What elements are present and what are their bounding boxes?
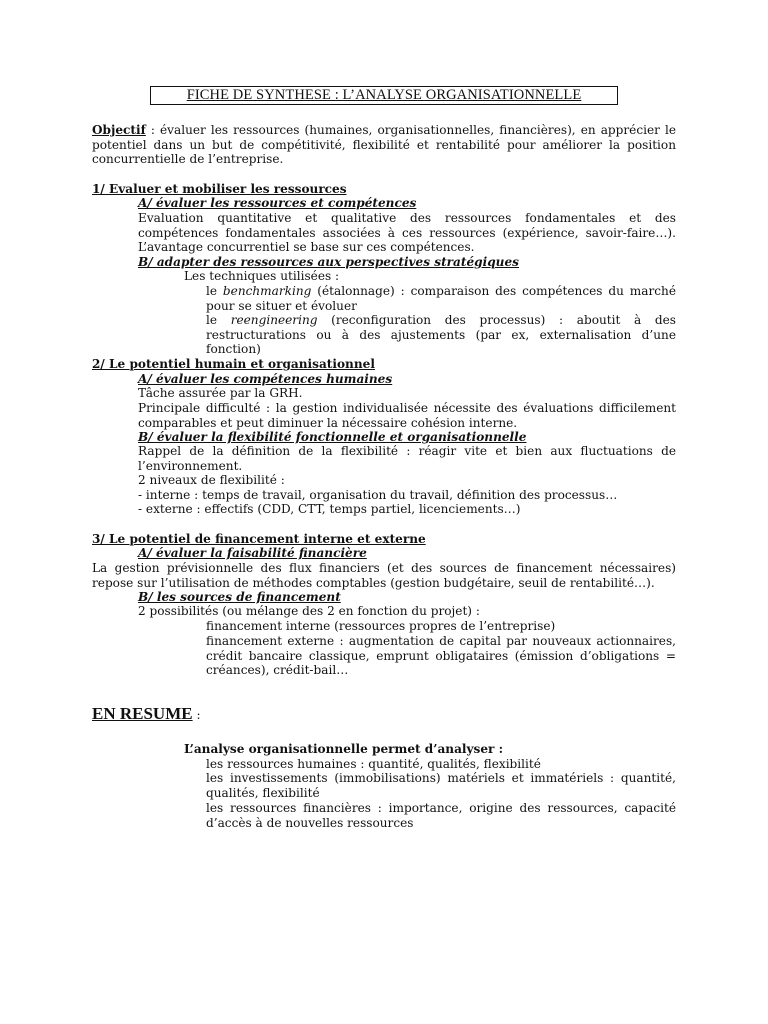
benchmarking-item [206, 284, 676, 313]
bench-prefix: le [206, 284, 223, 298]
section2-a-heading: A/ évaluer les compétences humaines [138, 372, 393, 386]
resume-heading-line [92, 704, 201, 723]
section2-b-line3: - interne : temps de travail, organisation du travail, définition des processus… [138, 488, 618, 502]
section3-b-heading: B/ les sources de financement [138, 590, 341, 604]
section1-a-heading: A/ évaluer les ressources et compétences [138, 196, 417, 210]
financement-interne: financement interne (ressources propres de l’entreprise) [206, 619, 556, 633]
benchmarking-term: benchmarking [222, 284, 312, 298]
resume-item-3: les ressources financières : importance, origine des ressources, capacité d’accès à de nouvelles ressources [206, 801, 676, 830]
objectif-label: Objectif [92, 123, 146, 137]
reengineering-item [206, 313, 676, 357]
resume-item-1: les ressources humaines : quantité, qualités, flexibilité [206, 757, 541, 771]
resume-item-2: les investissements (immobilisations) matériels et immatériels : quantité, qualités, flexibilité [206, 771, 676, 800]
section1-a-text: Evaluation quantitative et qualitative des ressources fondamentales et des compétences fondamentales associées à ces ressources (expérience, savoir-faire…). L’avantage concurrentiel se base sur ces compétences. [138, 211, 676, 254]
section3-heading: 3/ Le potentiel de financement interne et externe [92, 532, 426, 546]
section1-b-intro: Les techniques utilisées : [184, 269, 340, 283]
bench-text: (étalonnage) : comparaison des compétences du marché pour se situer et évoluer [206, 284, 676, 313]
resume-colon: : [192, 708, 201, 722]
section1-heading: 1/ Evaluer et mobiliser les ressources [92, 182, 347, 196]
section2-a-line2: Principale difficulté : la gestion individualisée nécessite des évaluations difficilement comparables et peut diminuer la nécessaire cohésion interne. [138, 401, 676, 430]
reeng-text: (reconfiguration des processus) : aboutit à des restructurations ou à des ajustements (par ex, externalisation d’une fonction) [206, 313, 677, 356]
financement-externe: financement externe : augmentation de capital par nouveaux actionnaires, crédit bancaire classique, emprunt obligataires (émission d’obligations = créances), crédit-bail… [206, 634, 676, 677]
section2-b-heading: B/ évaluer la flexibilité fonctionnelle et organisationnelle [138, 430, 527, 444]
title-box [150, 86, 618, 105]
resume-heading: EN RESUME [92, 704, 193, 723]
reengineering-term: reengineering [230, 313, 318, 327]
section2-heading: 2/ Le potentiel humain et organisationnel [92, 357, 375, 371]
objectif-text: : évaluer les ressources (humaines, organisationnelles, financières), en apprécier le potentiel dans un but de compétitivité, flexibilité et rentabilité pour améliorer la position concurrentielle de l’entreprise. [92, 123, 676, 166]
section3-b-intro: 2 possibilités (ou mélange des 2 en fonction du projet) : [138, 604, 480, 618]
objectif-paragraph [92, 123, 676, 167]
section2-b-line4: - externe : effectifs (CDD, CTT, temps partiel, licenciements…) [138, 502, 521, 516]
page-title: FICHE DE SYNTHESE : L’ANALYSE ORGANISATIONNELLE [186, 87, 582, 104]
section2-b-line2: 2 niveaux de flexibilité : [138, 473, 285, 487]
section3-a-heading: A/ évaluer la faisabilité financière [138, 546, 367, 560]
section2-a-line1: Tâche assurée par la GRH. [138, 386, 303, 400]
section1-b-heading: B/ adapter des ressources aux perspectives stratégiques [138, 255, 519, 269]
section3-a-text: La gestion prévisionnelle des flux financiers (et des sources de financement nécessaires) repose sur l’utilisation de méthodes comptables (gestion budgétaire, seuil de rentabilité…). [92, 561, 676, 590]
reeng-prefix: le [206, 313, 231, 327]
section2-b-line1: Rappel de la définition de la flexibilité : réagir vite et bien aux fluctuations de l’environnement. [138, 444, 676, 473]
resume-intro: L’analyse organisationnelle permet d’analyser : [184, 742, 504, 756]
